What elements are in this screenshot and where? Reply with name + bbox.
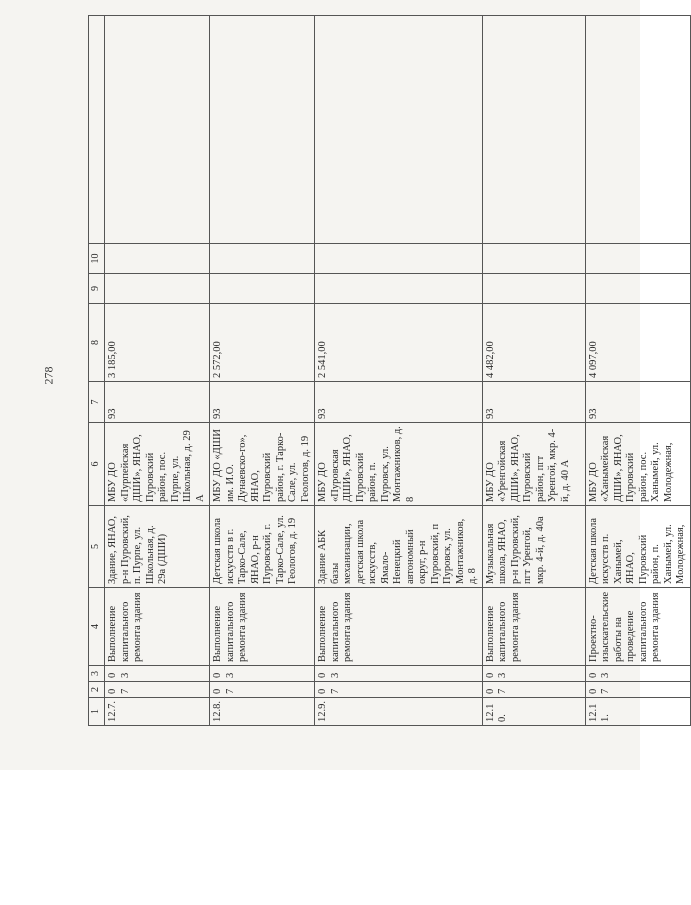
customer-cell: МБУ ДО «Уренгойская ДШИ», ЯНАО, Пуровский район, пгт Уренгой, мкр. 4-й, д. 40 А <box>482 423 585 506</box>
table-row <box>482 16 585 726</box>
col11-cell <box>210 16 315 244</box>
header-cell: 6 <box>89 423 105 506</box>
header-cell: 8 <box>89 304 105 382</box>
col10-cell <box>482 244 585 274</box>
page-margin <box>0 770 640 905</box>
header-cell <box>89 16 105 244</box>
col10-cell <box>315 244 483 274</box>
customer-cell: МБУ ДО «Пурпейская ДШИ», ЯНАО, Пуровский район, пос. Пурпе, ул. Школьная, д. 29 А <box>105 423 210 506</box>
amount-cell: 3 185,00 <box>105 304 210 382</box>
col11-cell <box>105 16 210 244</box>
col9-cell <box>105 274 210 304</box>
row-number-cell: 12.11. <box>585 698 690 726</box>
col9-cell <box>210 274 315 304</box>
col10-cell <box>585 244 690 274</box>
header-cell: 5 <box>89 506 105 588</box>
header-cell: 1 <box>89 698 105 726</box>
col9-cell <box>482 274 585 304</box>
col10-cell <box>105 244 210 274</box>
code-cell: 93 <box>585 382 690 423</box>
subsection-code-cell: 03 <box>210 666 315 682</box>
col10-cell <box>210 244 315 274</box>
col11-cell <box>315 16 483 244</box>
col9-cell <box>315 274 483 304</box>
customer-cell: МБУ ДО «Ханымейская ДШИ», ЯНАО, Пуровский район, пос. Ханымей, ул. Молодежная, <box>585 423 690 506</box>
section-code-cell: 07 <box>105 682 210 698</box>
object-address-cell: Здание, ЯНАО, р-н Пуровский, п. Пурпе, ул. Школьная, д. 29а (ДШИ) <box>105 506 210 588</box>
table-row <box>105 16 210 726</box>
object-address-cell: Музыкальная школа, ЯНАО, р-н Пуровский, пгт Уренгой, мкр. 4-й, д. 40а <box>482 506 585 588</box>
code-cell: 93 <box>315 382 483 423</box>
col11-cell <box>482 16 585 244</box>
header-cell: 2 <box>89 682 105 698</box>
amount-cell: 4 097,00 <box>585 304 690 382</box>
header-cell: 4 <box>89 588 105 666</box>
code-cell: 93 <box>210 382 315 423</box>
header-cell: 10 <box>89 244 105 274</box>
work-description-cell: Выполнение капитального ремонта здания <box>210 588 315 666</box>
budget-table <box>88 15 691 726</box>
table-row <box>210 16 315 726</box>
table-row <box>585 16 690 726</box>
subsection-code-cell: 03 <box>482 666 585 682</box>
col11-cell <box>585 16 690 244</box>
work-description-cell: Выполнение капитального ремонта здания <box>482 588 585 666</box>
rotated-table-container <box>88 16 686 726</box>
header-cell: 7 <box>89 382 105 423</box>
amount-cell: 2 541,00 <box>315 304 483 382</box>
code-cell: 93 <box>482 382 585 423</box>
header-cell: 3 <box>89 666 105 682</box>
object-address-cell: Здание АБК базы механизации, детская школа искусств, Ямало-Ненецкий автономный округ, р-н Пуровский, п Пуровск, ул. Монтажников, д. 8 <box>315 506 483 588</box>
header-cell: 9 <box>89 274 105 304</box>
col9-cell <box>585 274 690 304</box>
row-number-cell: 12.9. <box>315 698 483 726</box>
work-description-cell: Проектно-изыскательские работы на проведение капитального ремонта здания <box>585 588 690 666</box>
object-address-cell: Детская школа искусств в г. Тарко-Сале, ЯНАО, р-н Пуровский, г. Тарко-Сале, ул. Геологов, д. 19 <box>210 506 315 588</box>
row-number-cell: 12.10. <box>482 698 585 726</box>
subsection-code-cell: 03 <box>315 666 483 682</box>
customer-cell: МБУ ДО «ДШИ им. И.О. Дунаевско-го», ЯНАО, Пуровский район, г. Тарко-Сале, ул. Геологов, д. 19 <box>210 423 315 506</box>
row-number-cell: 12.7. <box>105 698 210 726</box>
section-code-cell: 07 <box>482 682 585 698</box>
section-code-cell: 07 <box>210 682 315 698</box>
section-code-cell: 07 <box>585 682 690 698</box>
subsection-code-cell: 03 <box>585 666 690 682</box>
page-number: 278 <box>41 366 56 385</box>
code-cell: 93 <box>105 382 210 423</box>
object-address-cell: Детская школа искусств п. Ханымей, ЯНАО, Пуровский район, п. Ханымей, ул. Молодежная, <box>585 506 690 588</box>
amount-cell: 2 572,00 <box>210 304 315 382</box>
subsection-code-cell: 03 <box>105 666 210 682</box>
work-description-cell: Выполнение капитального ремонта здания <box>315 588 483 666</box>
table-row <box>315 16 483 726</box>
table-wrapper <box>88 16 686 726</box>
table-header-row <box>89 16 105 726</box>
row-number-cell: 12.8. <box>210 698 315 726</box>
section-code-cell: 07 <box>315 682 483 698</box>
amount-cell: 4 482,00 <box>482 304 585 382</box>
customer-cell: МБУ ДО «Пуровская ДШИ», ЯНАО, Пуровский район, п. Пуровск, ул. Монтажников, д. 8 <box>315 423 483 506</box>
work-description-cell: Выполнение капитального ремонта здания <box>105 588 210 666</box>
